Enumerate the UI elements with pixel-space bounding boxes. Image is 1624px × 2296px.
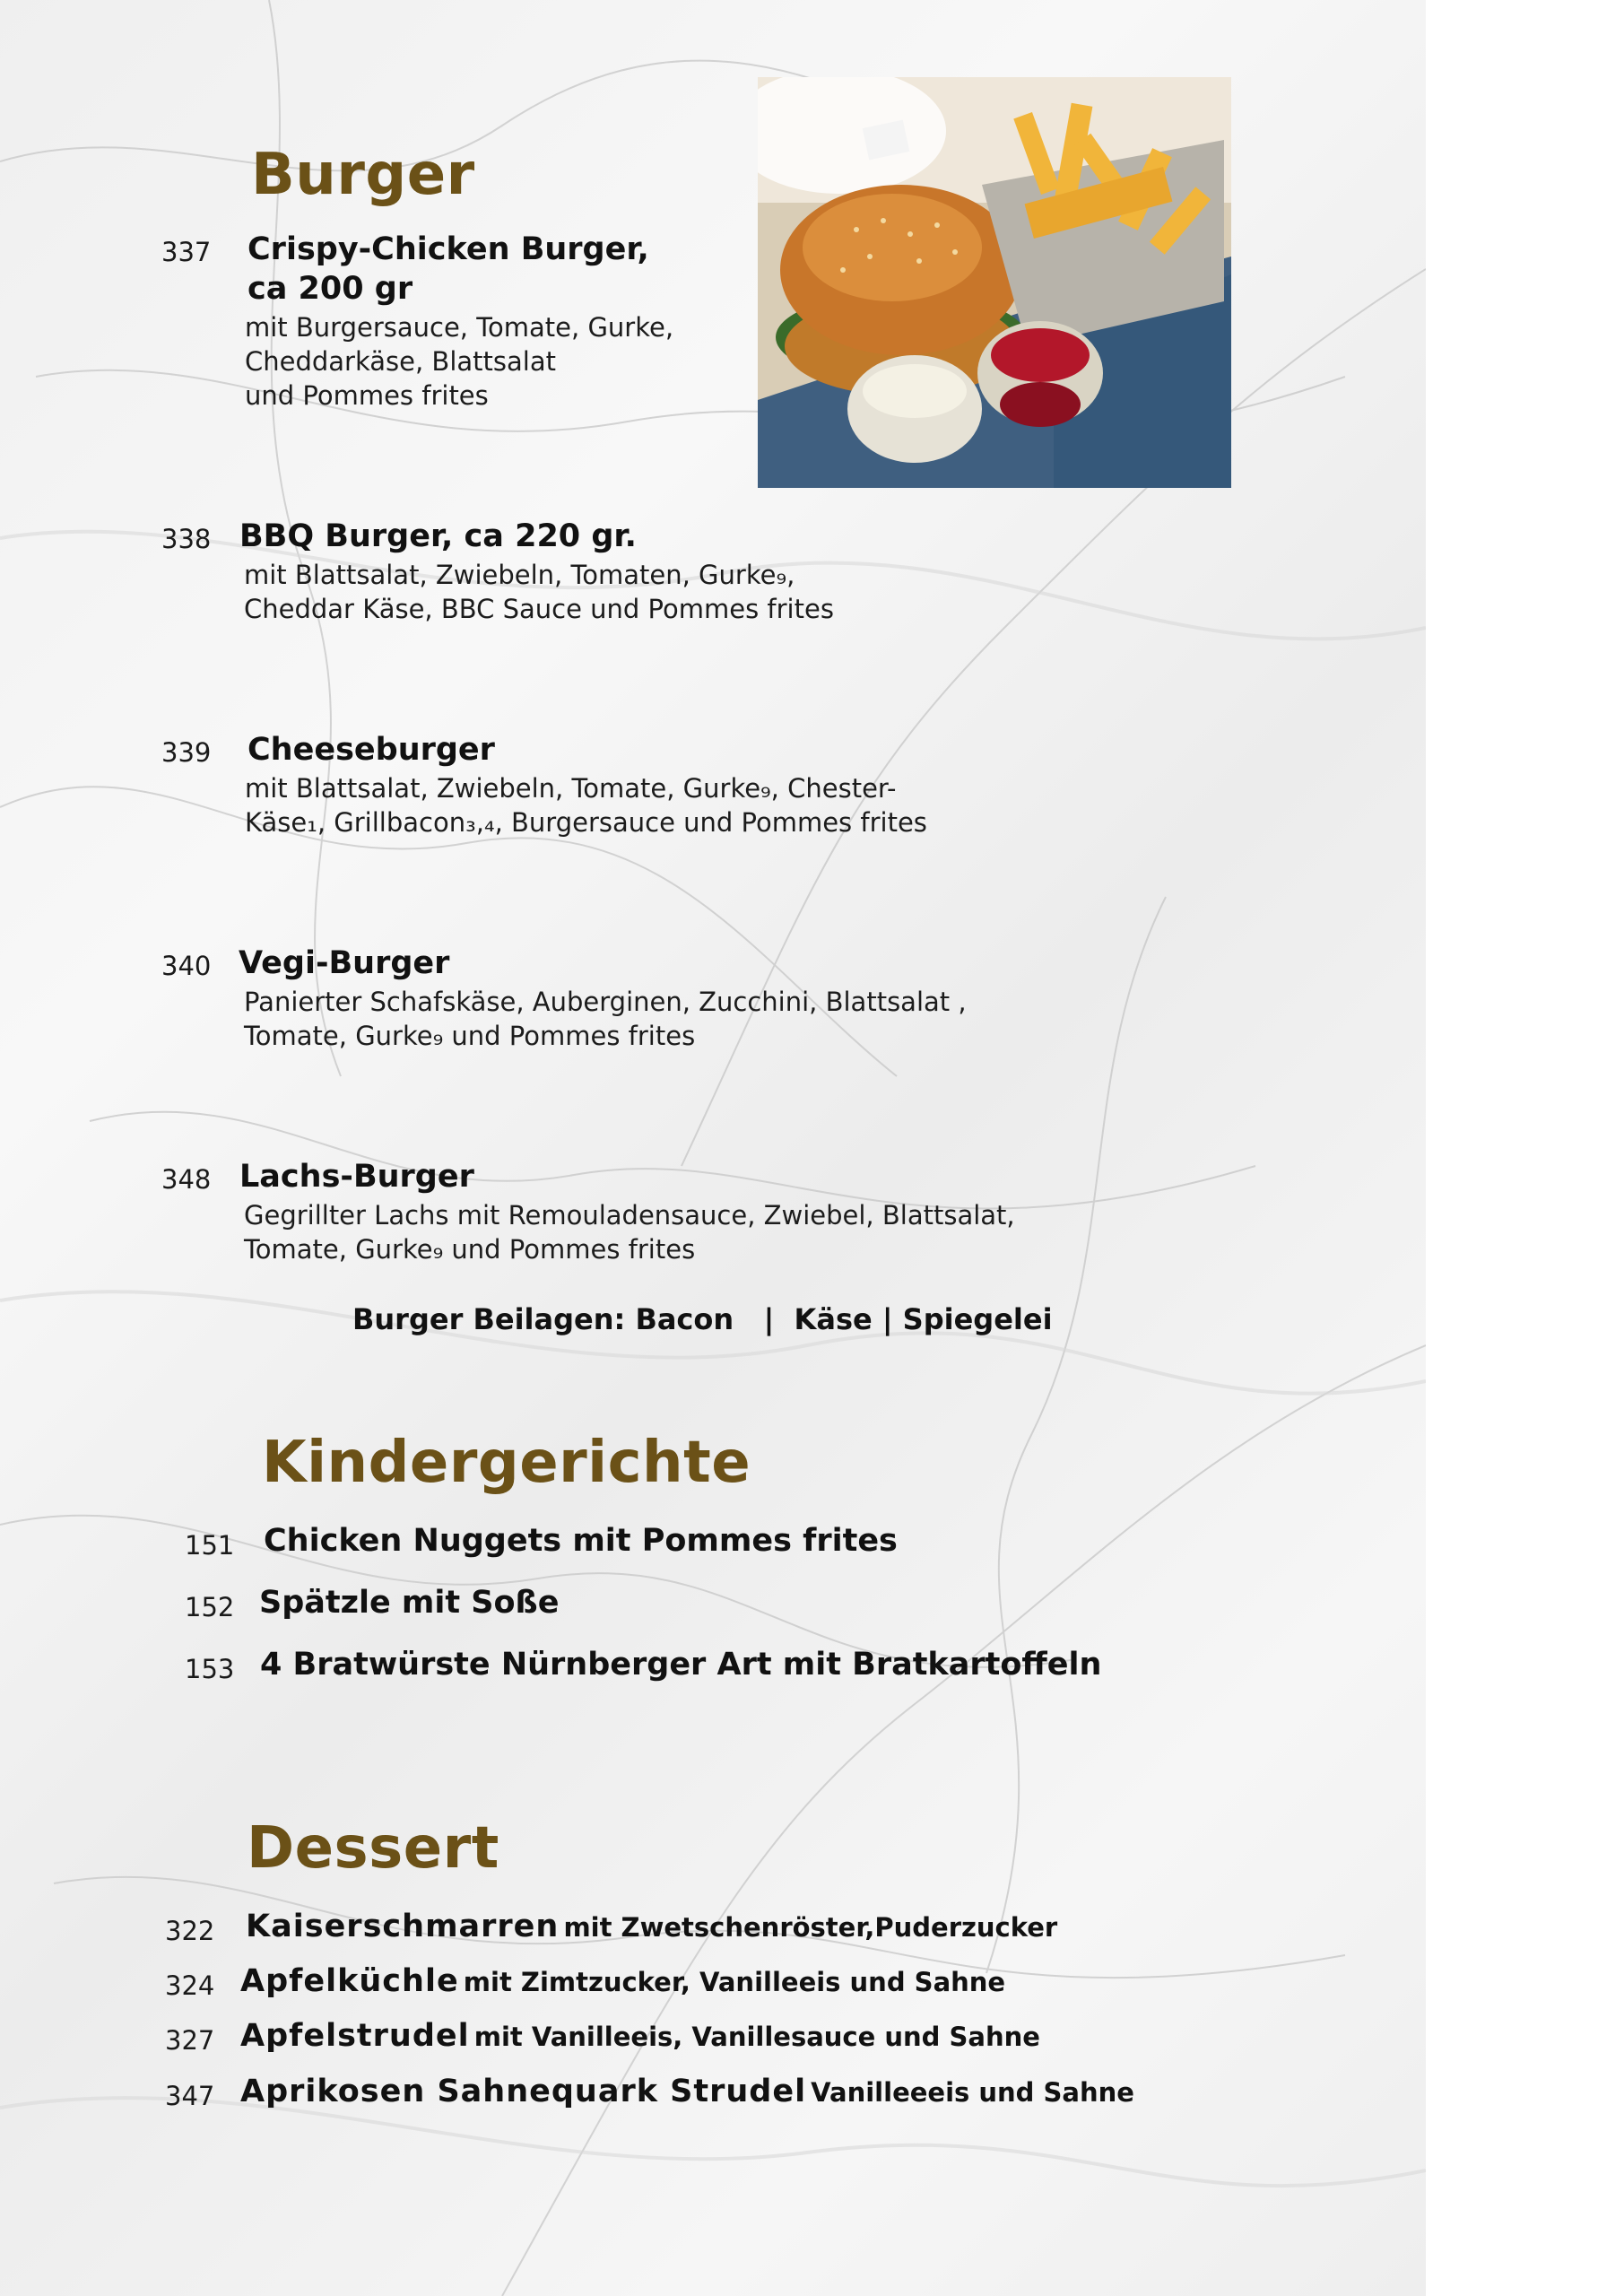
item-title: Cheeseburger (248, 732, 495, 768)
item-number: 322 (165, 1916, 215, 1946)
item-description: mit Burgersauce, Tomate, Gurke, Cheddarkäse, Blattsalat und Pommes frites (245, 312, 674, 411)
item-title: Chicken Nuggets mit Pommes frites (264, 1523, 898, 1559)
item-description: Panierter Schafskäse, Auberginen, Zucchini, Blattsalat , Tomate, Gurke₉ und Pommes frites (244, 987, 967, 1051)
item-number: 151 (185, 1530, 235, 1561)
dessert-item: Kaiserschmarren mit Zwetschenröster,Puderzucker (246, 1909, 1058, 1944)
item-title: Spätzle mit Soße (259, 1585, 560, 1621)
section-title-burger: Burger (251, 142, 475, 208)
item-number: 340 (161, 951, 212, 981)
item-number: 152 (185, 1592, 235, 1622)
dessert-item: Aprikosen Sahnequark Strudel Vanilleeeis und Sahne (240, 2074, 1134, 2109)
item-number: 337 (161, 237, 212, 267)
dessert-item: Apfelküchle mit Zimtzucker, Vanilleeis und Sahne (240, 1963, 1006, 1999)
item-number: 327 (165, 2025, 215, 2056)
item-description: Gegrillter Lachs mit Remouladensauce, Zwiebel, Blattsalat, Tomate, Gurke₉ und Pommes frites (244, 1200, 1015, 1265)
item-number: 347 (165, 2081, 215, 2111)
item-number: 153 (185, 1654, 235, 1684)
item-title: Vegi-Burger (239, 945, 450, 981)
item-number: 339 (161, 737, 212, 768)
section-title-dessert: Dessert (247, 1815, 499, 1882)
item-title: 4 Bratwürste Nürnberger Art mit Bratkartoffeln (260, 1647, 1102, 1683)
item-number: 348 (161, 1164, 212, 1195)
section-title-kindergerichte: Kindergerichte (262, 1430, 751, 1496)
item-number: 338 (161, 524, 212, 554)
item-description: mit Blattsalat, Zwiebeln, Tomaten, Gurke₉, Cheddar Käse, BBC Sauce und Pommes frites (244, 560, 834, 624)
item-title: BBQ Burger, ca 220 gr. (239, 518, 637, 554)
dessert-item: Apfelstrudel mit Vanilleeis, Vanillesauce und Sahne (240, 2018, 1040, 2054)
burger-photo (758, 77, 1231, 488)
item-number: 324 (165, 1970, 215, 2001)
burger-extras: Burger Beilagen: Bacon | Käse | Spiegelei (352, 1302, 1053, 1336)
item-description: mit Blattsalat, Zwiebeln, Tomate, Gurke₉, Chester- Käse₁, Grillbacon₃,₄, Burgersauce und Pommes frites (245, 773, 927, 838)
item-title: Lachs-Burger (239, 1159, 474, 1195)
item-title-line2: ca 200 gr (248, 271, 413, 307)
item-title: Crispy-Chicken Burger, (248, 231, 649, 267)
